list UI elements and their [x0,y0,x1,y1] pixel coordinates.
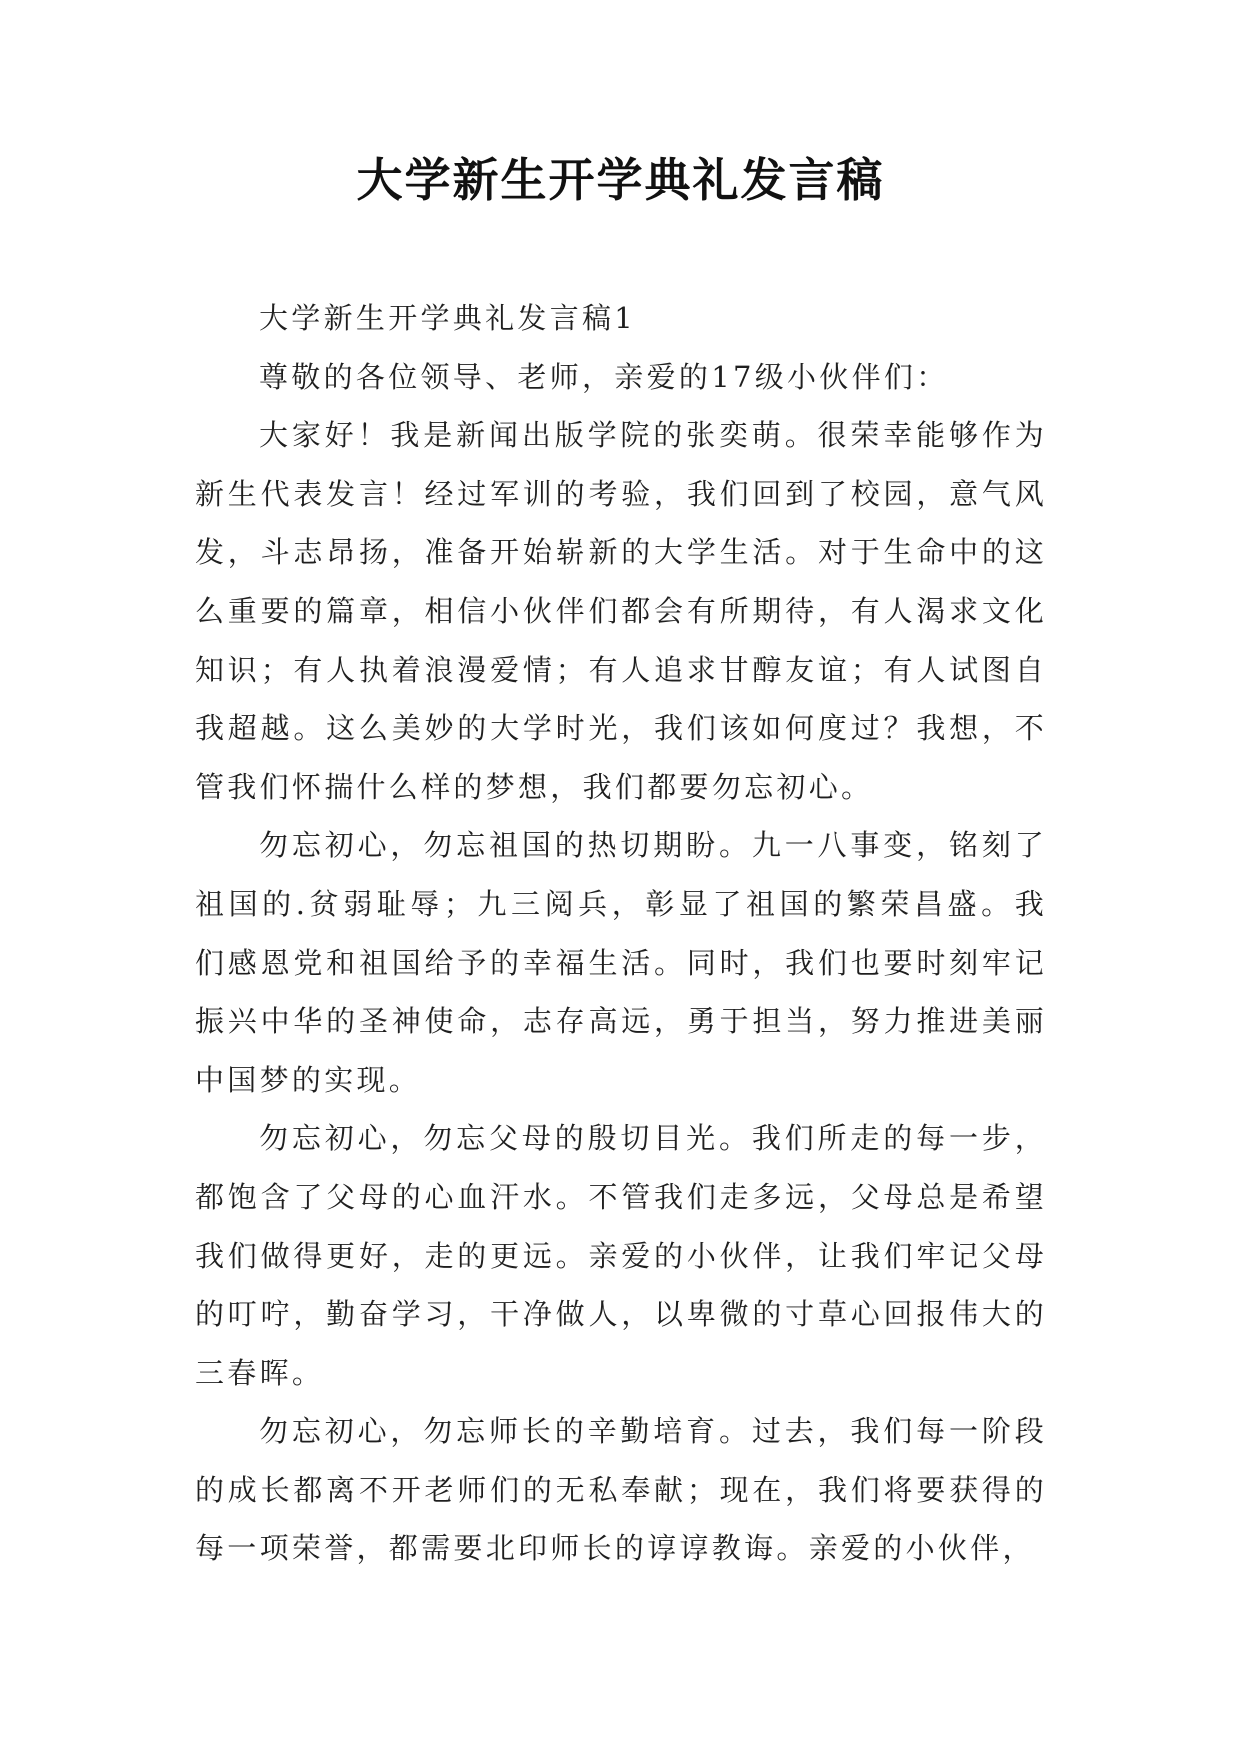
paragraph-salutation: 尊敬的各位领导、老师，亲爱的17级小伙伴们： [259,359,949,394]
document-title: 大学新生开学典礼发言稿 [356,153,885,207]
paragraph-heading: 大学新生开学典礼发言稿1 [259,301,637,335]
paragraph: 勿忘初心，勿忘父母的殷切目光。我们所走的每一步，都饱含了父母的心血汗水。不管我们走多远，父母总是希望我们做得更好，走的更远。亲爱的小伙伴，让我们牢记父母的叮咛，勤奋学习，干净做人，以卑微的寸草心回报伟大的三春晖。 [195,1121,1047,1390]
paragraph: 勿忘初心，勿忘祖国的热切期盼。九一八事变，铭刻了祖国的.贫弱耻辱；九三阅兵，彰显了祖国的繁荣昌盛。我们感恩党和祖国给予的幸福生活。同时，我们也要时刻牢记振兴中华的圣神使命，志存高远，勇于担当，努力推进美丽中国梦的实现。 [195,828,1047,1097]
paragraph: 大家好！我是新闻出版学院的张奕萌。很荣幸能够作为新生代表发言！经过军训的考验，我们回到了校园，意气风发，斗志昂扬，准备开始崭新的大学生活。对于生命中的这么重要的篇章，相信小伙伴们都会有所期待，有人渴求文化知识；有人执着浪漫爱情；有人追求甘醇友谊；有人试图自我超越。这么美妙的大学时光，我们该如何度过？我想，不管我们怀揣什么样的梦想，我们都要勿忘初心。 [195,418,1047,804]
document-body [195,289,1047,1578]
paragraph: 勿忘初心，勿忘师长的辛勤培育。过去，我们每一阶段的成长都离不开老师们的无私奉献；现在，我们将要获得的每一项荣誉，都需要北印师长的谆谆教诲。亲爱的小伙伴， [195,1414,1047,1566]
